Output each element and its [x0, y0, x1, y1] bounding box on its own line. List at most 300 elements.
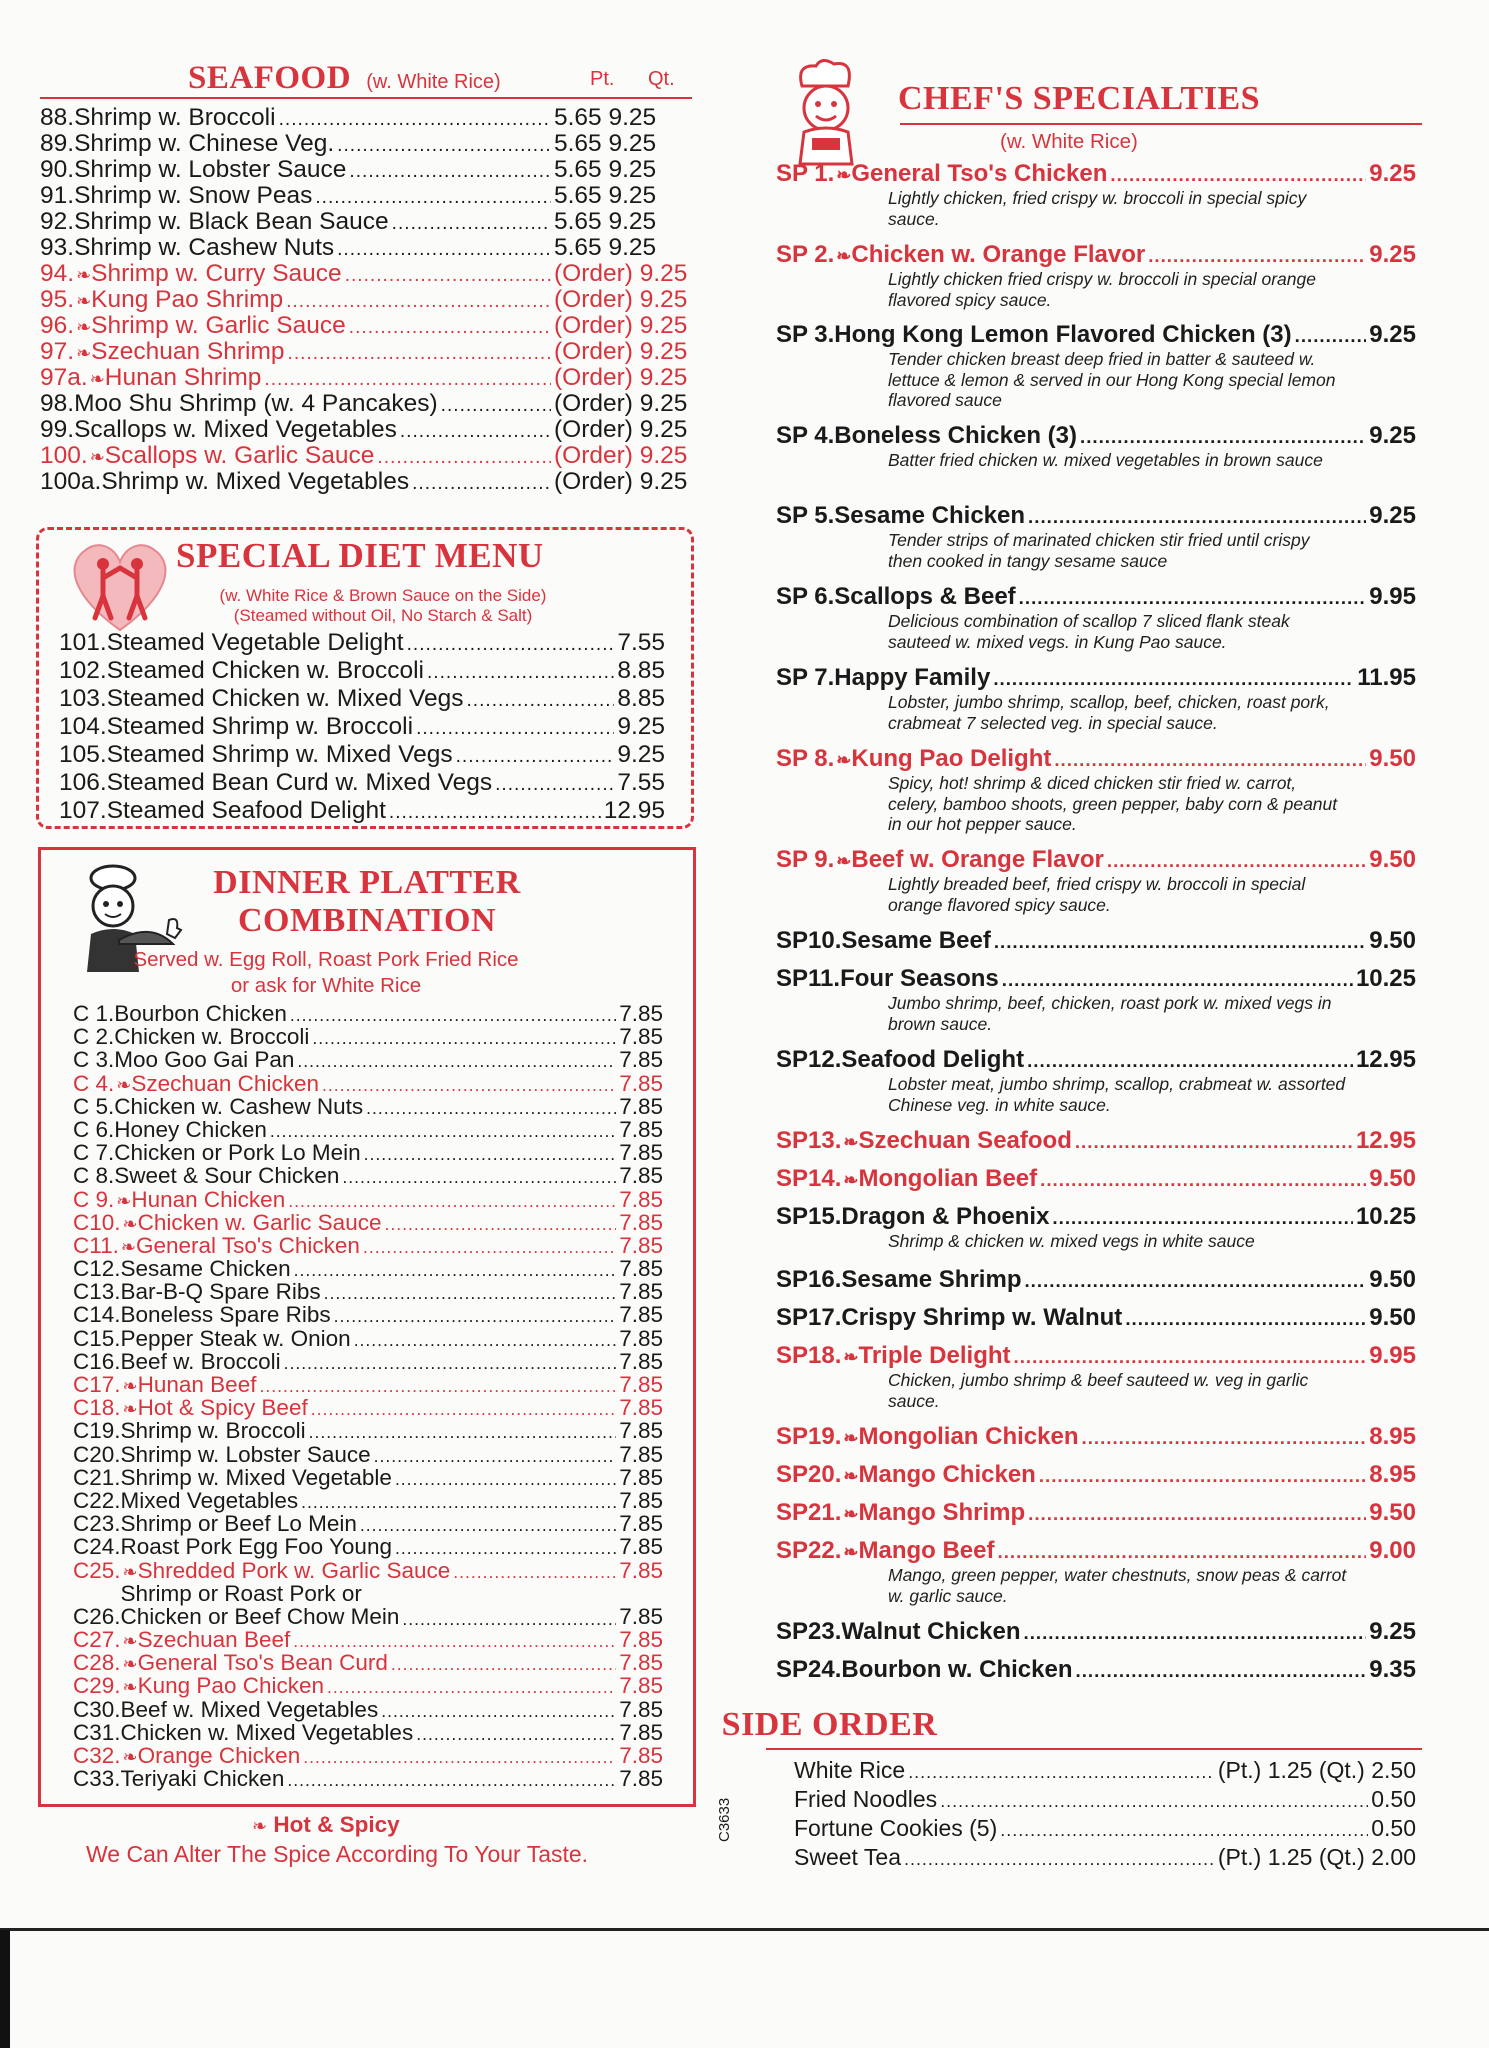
item-number [40, 313, 91, 340]
item-name: Steamed Bean Curd w. Mixed Vegs [106, 769, 493, 796]
chef-item-row [776, 664, 1416, 692]
chili-pepper-icon: ❧ [843, 1170, 859, 1190]
dinner-combo-note-1: Served w. Egg Roll, Roast Pork Fried Rice [133, 948, 519, 971]
chili-pepper-icon: ❧ [122, 1654, 138, 1675]
dot-leader [334, 1303, 617, 1326]
chef-item [776, 1656, 1416, 1684]
item-price: 8.95 [1369, 1461, 1416, 1488]
item-price: 9.25 [1369, 241, 1416, 268]
item-number-text: 89. [40, 130, 75, 157]
chef-item-row [776, 745, 1416, 773]
item-name: Pepper Steak w. Onion [120, 1325, 351, 1351]
dot-leader [349, 157, 551, 182]
dot-leader [1024, 1266, 1366, 1290]
print-code: C3633 [716, 1797, 733, 1842]
seafood-item [40, 183, 688, 209]
chili-pepper-icon: ❧ [76, 291, 92, 311]
dot-leader [391, 1651, 616, 1674]
chef-item [776, 1499, 1416, 1527]
item-number-text: 107. [59, 797, 107, 824]
chef-item-description: Batter fried chicken w. mixed vegetables in brown sauce [888, 450, 1323, 470]
item-name [121, 1582, 403, 1628]
item-number-text: 100. [40, 442, 88, 469]
dot-leader [904, 1843, 1215, 1866]
chef-item-row [776, 1127, 1416, 1155]
seafood-item [40, 339, 688, 365]
item-price: 0.50 [1371, 1815, 1416, 1841]
seafood-item [40, 209, 688, 235]
item-name: Steamed Chicken w. Broccoli [106, 657, 424, 684]
dot-leader [400, 417, 551, 442]
item-number-text: C 7. [73, 1140, 115, 1166]
dot-leader [993, 664, 1354, 688]
combo-item [73, 1582, 663, 1628]
seafood-item [40, 417, 688, 443]
item-price: 7.85 [619, 1001, 663, 1026]
item-number [776, 502, 834, 530]
dot-leader [1148, 241, 1366, 265]
chef-item-row [776, 846, 1416, 874]
chili-pepper-icon: ❧ [122, 1213, 138, 1234]
chef-item-description: Lobster meat, jumbo shrimp, scallop, crabmeat w. assorted Chinese veg. in white sauce. [888, 1074, 1346, 1115]
item-name: Sweet & Sour Chicken [114, 1163, 340, 1189]
item-price: 9.25 [1369, 321, 1416, 348]
item-name: Teriyaki Chicken [120, 1766, 285, 1792]
item-number-text: 106. [59, 769, 107, 796]
chef-item-row [776, 927, 1416, 955]
item-name: Chicken w. Orange Flavor [851, 241, 1146, 268]
chef-item-description: Lightly chicken, fried crispy w. broccoli in special spicy sauce. [888, 188, 1307, 229]
item-number-text: SP14. [776, 1165, 842, 1192]
dot-leader [288, 339, 551, 364]
item-number [776, 927, 841, 955]
chef-item [776, 846, 1416, 915]
item-price: (Order) 9.25 [554, 338, 688, 365]
item-price: 9.50 [1369, 745, 1416, 772]
item-price: 7.85 [619, 1024, 663, 1050]
chef-item-row [776, 1266, 1416, 1294]
dot-leader [264, 365, 551, 390]
item-number-text: SP21. [776, 1499, 842, 1526]
seafood-title-text: SEAFOOD [188, 60, 352, 96]
dot-leader [407, 629, 615, 654]
item-number-text: C33. [73, 1766, 121, 1792]
dot-leader [288, 1188, 616, 1211]
item-number [59, 769, 107, 797]
item-name: Shrimp w. Snow Peas [74, 182, 313, 209]
item-name: Shrimp w. Broccoli [120, 1418, 306, 1444]
dot-leader [1014, 1342, 1367, 1366]
dinner-combo-box [38, 847, 696, 1807]
dot-leader [1000, 1814, 1368, 1837]
item-number-text: SP17. [776, 1304, 842, 1331]
item-number-text: SP22. [776, 1537, 842, 1564]
item-name: Mango Beef [858, 1537, 995, 1564]
item-name: Mixed Vegetables [120, 1487, 299, 1513]
dot-leader [1054, 745, 1366, 769]
combo-item [73, 1535, 663, 1558]
item-number [776, 1266, 841, 1294]
item-price: 7.85 [619, 1070, 663, 1096]
dot-leader [1039, 1461, 1366, 1485]
item-name: Shrimp w. Chinese Veg. [74, 130, 335, 157]
chef-list [776, 0, 1416, 1700]
item-number-text: SP 9. [776, 846, 835, 873]
item-price: 7.85 [619, 1302, 663, 1328]
combo-item [73, 1466, 663, 1489]
item-price: 9.25 [1369, 422, 1416, 449]
dot-leader [402, 1606, 616, 1629]
item-number-text: SP 2. [776, 241, 835, 268]
item-price: 12.95 [1355, 1127, 1416, 1154]
item-price: 10.25 [1355, 965, 1416, 992]
side-rule [766, 1748, 1422, 1750]
item-price: (Order) 9.25 [554, 286, 688, 313]
item-number-text: 97. [40, 338, 75, 365]
item-name: Fortune Cookies (5) [794, 1815, 998, 1841]
item-number-text: 97a. [40, 364, 88, 391]
item-price: 7.85 [619, 1209, 663, 1235]
combo-item [73, 1674, 663, 1697]
item-number [776, 583, 834, 611]
item-price: 7.85 [619, 1047, 663, 1073]
combo-item [73, 1628, 663, 1651]
item-number-text: C28. [73, 1650, 121, 1676]
item-number-text: 101. [59, 629, 107, 656]
item-number-text: C12. [73, 1256, 121, 1282]
chef-item [776, 1423, 1416, 1451]
item-name: General Tso's Bean Curd [137, 1650, 388, 1676]
chili-pepper-icon: ❧ [116, 1074, 132, 1095]
item-price: 7.85 [619, 1279, 663, 1305]
dot-leader [337, 131, 551, 156]
item-number-text: C 4. [73, 1070, 115, 1096]
dinner-combo-list [73, 1002, 663, 1790]
item-number-text: 93. [40, 234, 75, 261]
chef-item-row [776, 1618, 1416, 1646]
item-name: Steamed Shrimp w. Mixed Vegs [106, 741, 453, 768]
item-price: (Order) 9.25 [554, 364, 688, 391]
item-name-line1: Shrimp or Roast Pork or [120, 1580, 362, 1606]
item-name: Crispy Shrimp w. Walnut [841, 1304, 1123, 1331]
item-name: Sesame Beef [841, 927, 991, 954]
combo-item [73, 1396, 663, 1419]
item-number [40, 183, 74, 209]
chef-item [776, 241, 1416, 310]
item-number [40, 417, 74, 443]
item-price: 7.85 [619, 1627, 663, 1653]
item-price: 7.85 [619, 1650, 663, 1676]
item-number [776, 745, 851, 774]
item-number [776, 241, 851, 270]
chili-pepper-icon: ❧ [836, 165, 852, 185]
item-number [73, 1535, 121, 1558]
dot-leader [259, 1373, 616, 1396]
item-price: (Pt.) 1.25 (Qt.) 2.00 [1217, 1844, 1416, 1870]
item-price: (Pt.) 1.25 (Qt.) 2.50 [1217, 1757, 1416, 1783]
item-number-text: C16. [73, 1348, 121, 1374]
item-name: Hunan Shrimp [104, 364, 262, 391]
item-price: 9.25 [617, 713, 665, 740]
item-price: 7.85 [619, 1534, 663, 1560]
dot-leader [364, 1141, 617, 1164]
chef-item [776, 1203, 1416, 1252]
dot-leader [427, 657, 614, 682]
item-price: 7.85 [619, 1093, 663, 1119]
item-number [73, 1141, 114, 1164]
item-number [776, 1423, 858, 1452]
dot-leader [453, 1559, 616, 1582]
special-diet-item [59, 797, 665, 825]
dot-leader [312, 1025, 616, 1048]
dot-leader [466, 685, 614, 710]
item-name: Steamed Shrimp w. Broccoli [106, 713, 414, 740]
item-name: Szechuan Shrimp [91, 338, 285, 365]
item-number-text: C 1. [73, 1001, 115, 1026]
item-number [73, 1025, 114, 1048]
combo-item [73, 1118, 663, 1141]
dot-leader [293, 1628, 616, 1651]
combo-item [73, 1280, 663, 1303]
item-name: Kung Pao Chicken [137, 1673, 324, 1699]
item-number-text: 90. [40, 156, 75, 183]
special-diet-item [59, 657, 665, 685]
special-diet-note-2: (Steamed without Oil, No Starch & Salt) [233, 606, 533, 625]
item-number-text: C 6. [73, 1116, 115, 1142]
item-name: Shrimp w. Garlic Sauce [91, 312, 346, 339]
item-name: Chicken w. Garlic Sauce [137, 1209, 382, 1235]
dot-leader [309, 1419, 617, 1442]
dot-leader [1052, 1203, 1353, 1227]
item-price: 8.95 [1369, 1423, 1416, 1450]
chef-item [776, 422, 1416, 471]
hot-spicy-legend [250, 1812, 400, 1838]
chef-item-row [776, 1304, 1416, 1332]
seafood-item [40, 235, 688, 261]
item-name: Chicken w. Cashew Nuts [114, 1093, 364, 1119]
item-price: 11.95 [1357, 664, 1416, 691]
combo-item [73, 1744, 663, 1767]
item-number [40, 469, 101, 495]
special-diet-item [59, 741, 665, 769]
item-number-text: SP18. [776, 1342, 842, 1369]
item-price: 7.85 [619, 1325, 663, 1351]
item-price: 9.25 [1369, 160, 1416, 187]
item-name: Hunan Beef [137, 1372, 257, 1397]
dot-leader [1040, 1165, 1366, 1189]
chef-item [776, 1342, 1416, 1411]
item-number [73, 1512, 121, 1535]
dot-leader [1076, 1656, 1367, 1680]
item-price: 5.65 9.25 [554, 182, 657, 209]
item-number-text: SP 4. [776, 422, 835, 449]
chef-item-description: Tender chicken breast deep fried in batter & sauteed w. lettuce & lemon & served in our Hong Kong special lemon flavored sauce [888, 349, 1336, 410]
item-number-text: SP 6. [776, 583, 835, 610]
chef-item-row [776, 422, 1416, 450]
dinner-combo-notes [91, 947, 561, 999]
item-name: Hunan Chicken [131, 1186, 286, 1212]
dot-leader [345, 261, 551, 286]
item-name: Dragon & Phoenix [841, 1203, 1050, 1230]
chili-pepper-icon: ❧ [836, 851, 852, 871]
chili-pepper-icon: ❧ [76, 265, 92, 285]
item-number [40, 105, 74, 131]
dot-leader [290, 1002, 616, 1025]
dot-leader [1107, 846, 1366, 870]
chef-item-row [776, 1461, 1416, 1489]
item-number-text: 94. [40, 260, 75, 287]
item-name: Shrimp w. Lobster Sauce [120, 1441, 371, 1467]
seafood-item [40, 157, 688, 183]
dot-leader [1002, 965, 1353, 989]
item-name: General Tso's Chicken [851, 160, 1108, 187]
combo-item [73, 1327, 663, 1350]
seafood-item [40, 261, 688, 287]
side-order-title: SIDE ORDER [721, 1706, 938, 1743]
item-price: (Order) 9.25 [554, 390, 688, 417]
item-number-text: C32. [73, 1743, 121, 1769]
chili-pepper-icon: ❧ [89, 447, 105, 467]
item-number [73, 1327, 121, 1350]
col-qt-label: Qt. [648, 68, 675, 90]
item-price: 7.85 [619, 1116, 663, 1142]
item-number-text: C24. [73, 1534, 121, 1560]
chili-pepper-icon: ❧ [843, 1466, 859, 1486]
chili-pepper-icon: ❧ [836, 246, 852, 266]
item-price: 9.95 [1369, 1342, 1416, 1369]
item-price: 7.85 [619, 1673, 663, 1699]
spice-alter-note: We Can Alter The Spice According To Your Taste. [86, 1841, 589, 1867]
chef-item-row [776, 1342, 1416, 1370]
item-name: Sesame Chicken [120, 1256, 291, 1282]
item-name: Mongolian Chicken [858, 1423, 1079, 1450]
chef-item-row [776, 1203, 1416, 1231]
seafood-item [40, 391, 688, 417]
chef-item [776, 664, 1416, 733]
chili-pepper-icon: ❧ [122, 1631, 138, 1652]
item-number-text: C17. [73, 1372, 121, 1397]
item-number [40, 443, 105, 470]
item-price: 9.50 [1369, 846, 1416, 873]
combo-item [73, 1489, 663, 1512]
combo-item [73, 1303, 663, 1326]
combo-item [73, 1211, 663, 1234]
item-price: 7.85 [619, 1256, 663, 1282]
seafood-item [40, 105, 688, 131]
item-price: 5.65 9.25 [554, 156, 657, 183]
dot-leader [354, 1327, 617, 1350]
dot-leader [1028, 502, 1366, 526]
item-name: Chicken w. Broccoli [114, 1024, 310, 1050]
chef-item [776, 745, 1416, 835]
chef-item [776, 1618, 1416, 1646]
item-price: 5.65 9.25 [554, 130, 657, 157]
item-name: Scallops w. Mixed Vegetables [74, 416, 397, 443]
item-number [40, 235, 74, 261]
item-price: 9.25 [1369, 1618, 1416, 1645]
item-name: Hot & Spicy Beef [137, 1395, 308, 1421]
dancing-couple-heart-icon [65, 538, 175, 638]
item-name: Seafood Delight [841, 1046, 1025, 1073]
item-name: Beef w. Orange Flavor [851, 846, 1104, 873]
item-price: (Order) 9.25 [554, 468, 688, 495]
dot-leader [395, 1466, 616, 1489]
item-number [776, 422, 834, 450]
chef-item-description: Lightly breaded beef, fried crispy w. broccoli in special orange flavored spicy sauce. [888, 874, 1306, 915]
item-name: Happy Family [834, 664, 991, 691]
item-number-text: SP 3. [776, 321, 835, 348]
item-number [73, 1280, 121, 1303]
special-diet-item [59, 713, 665, 741]
item-number-text: C13. [73, 1279, 121, 1305]
item-price: 5.65 9.25 [554, 104, 657, 131]
chef-item-row [776, 1499, 1416, 1527]
item-name: White Rice [794, 1757, 906, 1783]
dot-leader [270, 1118, 616, 1141]
dot-leader [389, 797, 601, 822]
special-diet-item [59, 769, 665, 797]
item-price: 7.85 [619, 1603, 663, 1629]
item-number [73, 1350, 121, 1373]
dot-leader [279, 105, 551, 130]
dot-leader [994, 927, 1366, 951]
item-name: Mango Shrimp [858, 1499, 1026, 1526]
seafood-subtitle: (w. White Rice) [366, 71, 501, 93]
chili-pepper-icon: ❧ [843, 1347, 859, 1367]
item-number [776, 664, 834, 692]
item-price: 7.85 [619, 1766, 663, 1792]
dot-leader [1125, 1304, 1366, 1328]
hot-spicy-label: Hot & Spicy [273, 1812, 400, 1837]
item-number-text: 95. [40, 286, 75, 313]
item-number [776, 846, 851, 875]
item-name: Steamed Chicken w. Mixed Vegs [106, 685, 464, 712]
item-name: Honey Chicken [114, 1116, 267, 1142]
dinner-combo-note-2: or ask for White Rice [230, 974, 422, 997]
item-price: 7.85 [619, 1511, 663, 1537]
combo-item [73, 1002, 663, 1025]
item-price: 9.50 [1369, 1266, 1416, 1293]
item-name: Szechuan Seafood [858, 1127, 1072, 1154]
item-name: Steamed Vegetable Delight [106, 629, 404, 656]
item-price: 8.85 [617, 685, 665, 712]
item-number [73, 1605, 121, 1628]
item-number-text: C15. [73, 1325, 121, 1351]
item-price: 9.95 [1369, 583, 1416, 610]
item-name: General Tso's Chicken [135, 1232, 360, 1258]
chef-subtitle: (w. White Rice) [1000, 130, 1138, 153]
item-name: Shrimp w. Lobster Sauce [74, 156, 347, 183]
item-price: (Order) 9.25 [554, 416, 688, 443]
item-name: Chicken or Pork Lo Mein [114, 1140, 361, 1166]
item-number-text: C 5. [73, 1093, 115, 1119]
item-price: 7.85 [619, 1441, 663, 1467]
chef-item-row [776, 321, 1416, 349]
combo-item [73, 1419, 663, 1442]
item-price: 7.85 [619, 1232, 663, 1258]
item-number-text: SP16. [776, 1266, 842, 1293]
chili-pepper-icon: ❧ [252, 1816, 268, 1836]
item-price: 7.85 [619, 1395, 663, 1421]
dot-leader [301, 1489, 616, 1512]
chef-item [776, 1046, 1416, 1115]
item-name: Chicken w. Mixed Vegetables [120, 1719, 414, 1745]
chili-pepper-icon: ❧ [120, 1236, 136, 1257]
item-number-text: C31. [73, 1719, 121, 1745]
item-number-text: 102. [59, 657, 107, 684]
combo-item [73, 1350, 663, 1373]
item-price: 7.85 [619, 1743, 663, 1769]
